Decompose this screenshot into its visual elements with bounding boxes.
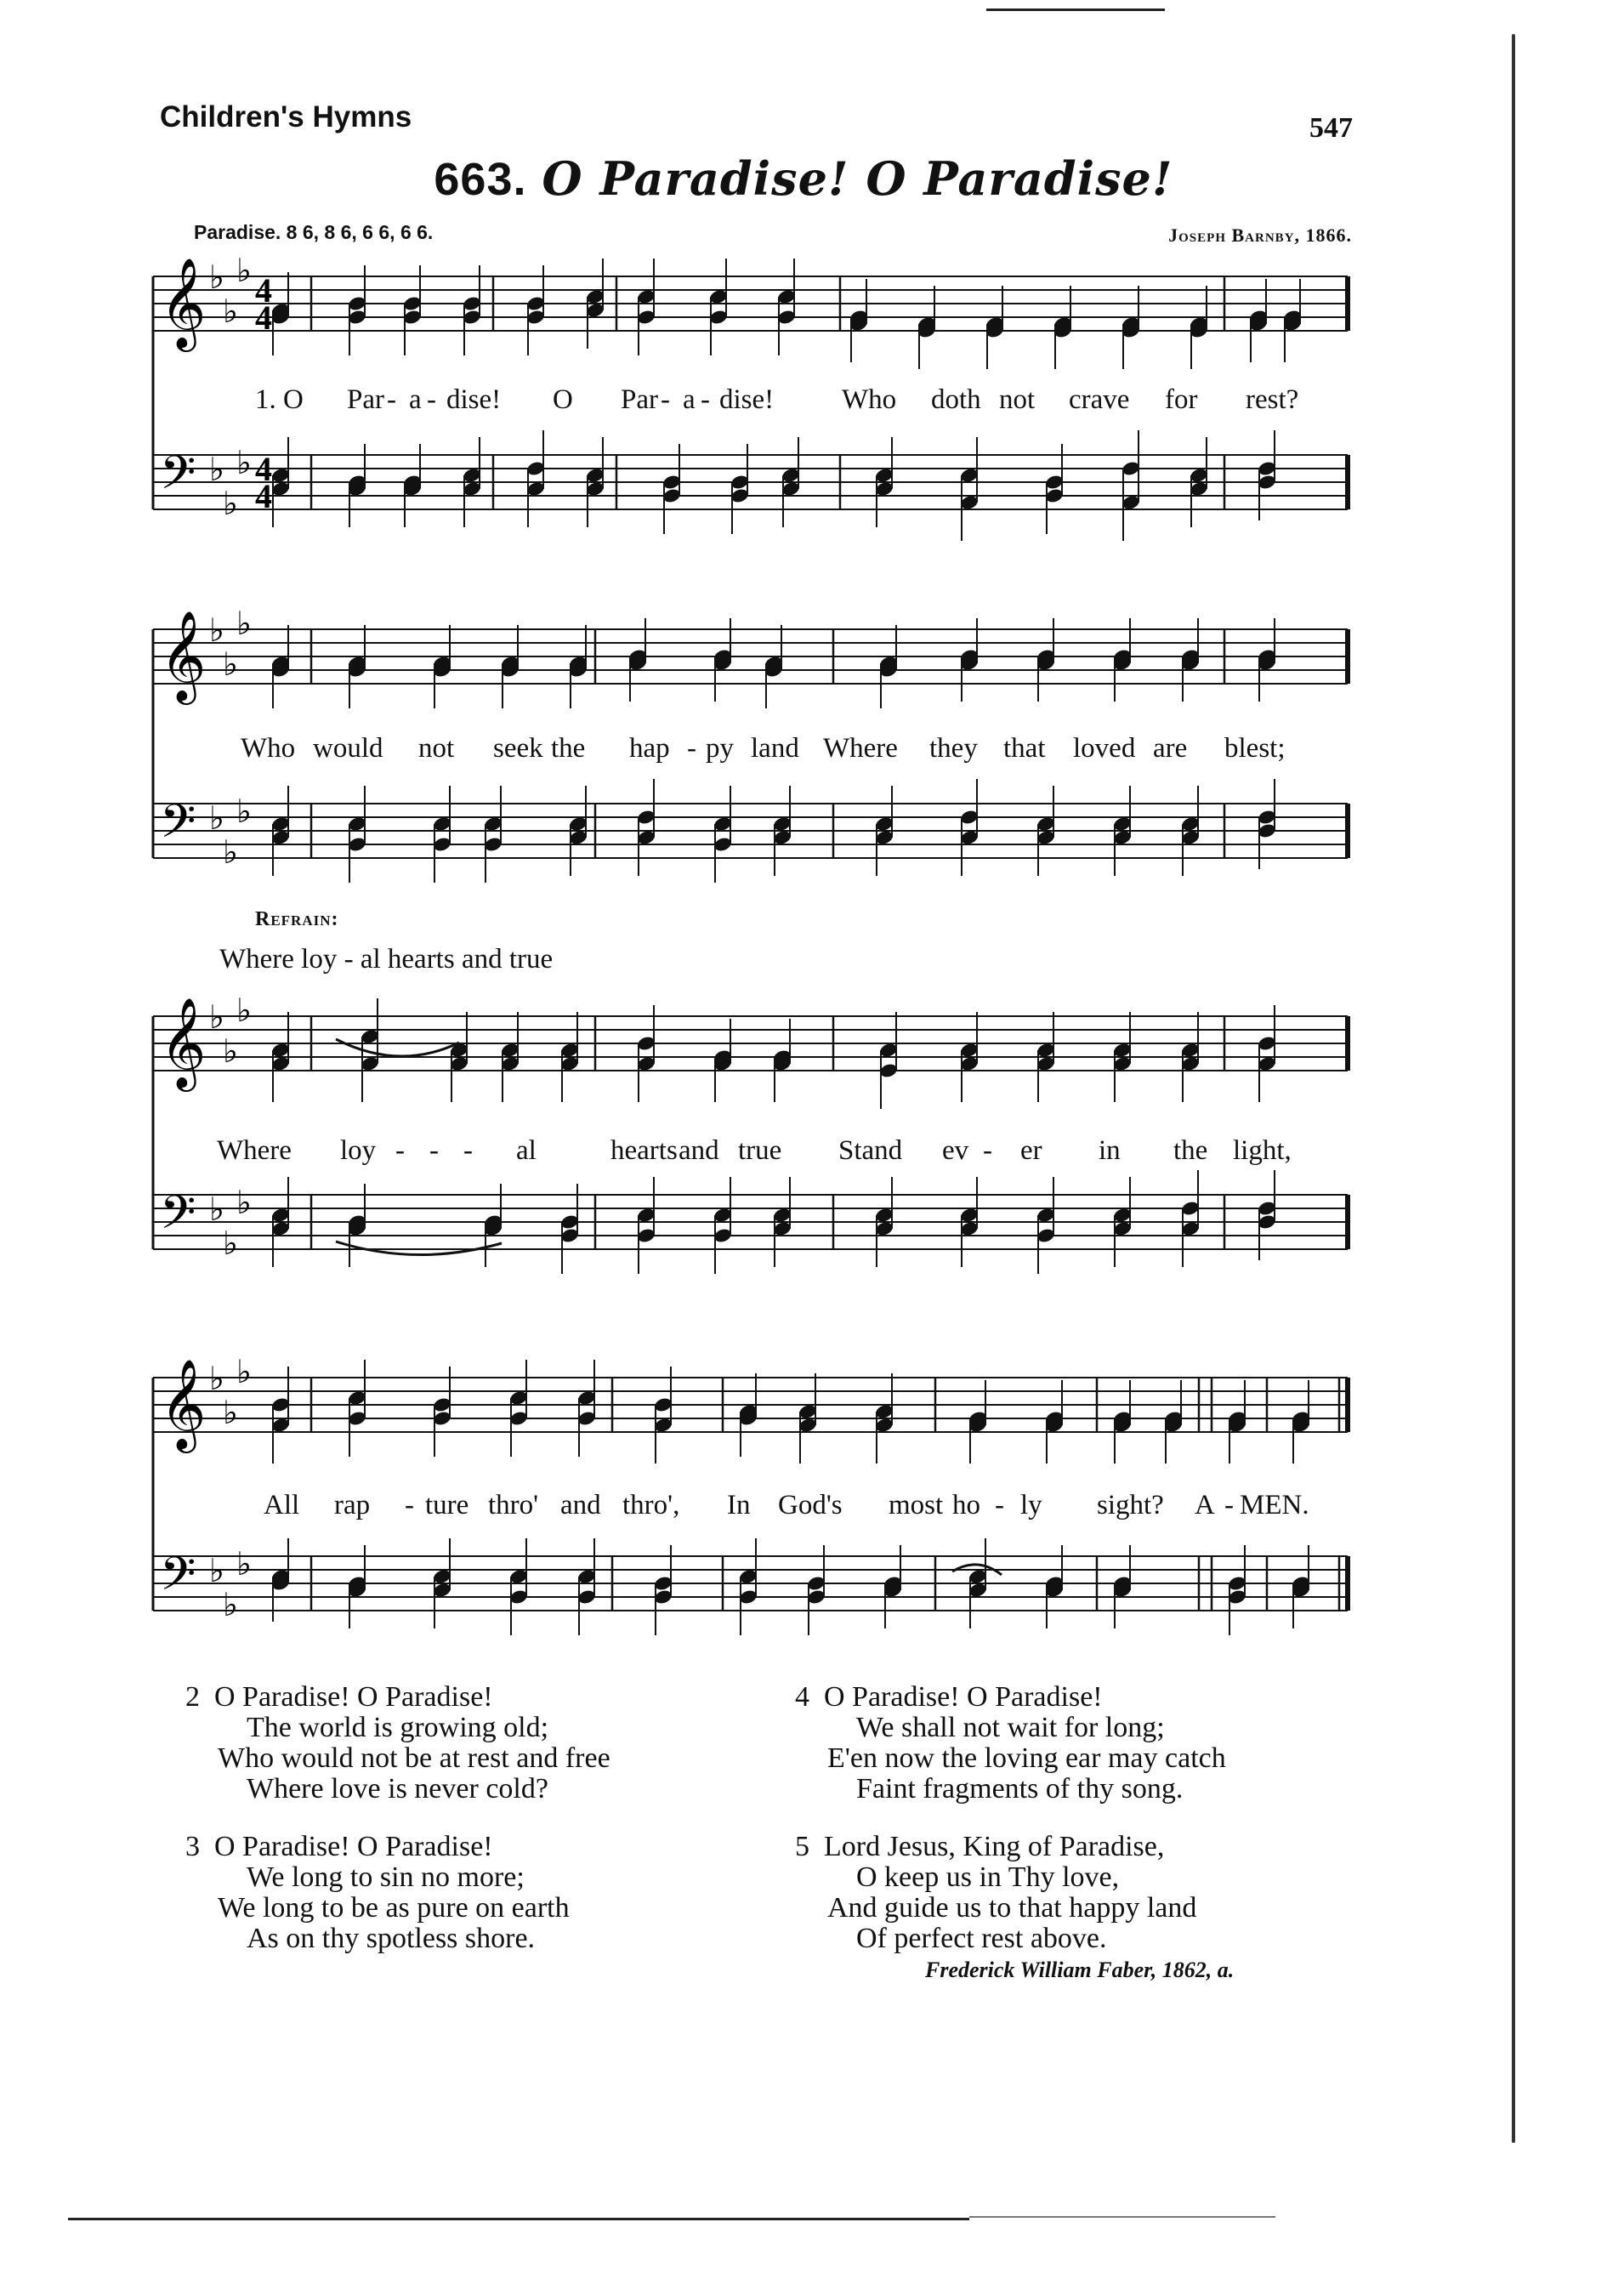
- stanza-line: O keep us in Thy love,: [856, 1861, 1120, 1893]
- lyric-syllable: ev: [942, 1135, 969, 1166]
- lyric-syllable: in: [1099, 1135, 1121, 1166]
- flat-sign: ♭: [236, 793, 252, 830]
- flat-sign: ♭: [209, 998, 224, 1036]
- lyric-syllable: -: [661, 384, 670, 415]
- hymn-number: 663.: [434, 154, 527, 205]
- lyric-syllable: Par: [347, 384, 384, 415]
- lyric-syllable: Where: [823, 733, 898, 764]
- lyric-syllable: -: [405, 1490, 414, 1520]
- lyric-syllable: -: [429, 1135, 439, 1166]
- lyric-syllable: -: [387, 384, 396, 415]
- stanza-line: Who would not be at rest and free: [218, 1742, 610, 1774]
- lyric-syllable: MEN.: [1240, 1490, 1309, 1520]
- bass-clef: 𝄢: [160, 794, 196, 860]
- stanza-number: 3: [185, 1831, 200, 1862]
- lyric-syllable: ho: [952, 1490, 980, 1520]
- tie-arc: [336, 1242, 502, 1255]
- stanza-line: As on thy spotless shore.: [247, 1923, 536, 1954]
- lyric-syllable: rest?: [1246, 384, 1299, 415]
- lyric-syllable: -: [701, 384, 710, 415]
- time-signature: 4: [255, 477, 272, 515]
- flat-sign: ♭: [236, 605, 252, 642]
- flat-sign: ♭: [209, 1191, 224, 1228]
- lyric-syllable: a: [683, 384, 696, 415]
- lyric-syllable: -: [463, 1135, 473, 1166]
- lyric-syllable: the: [551, 733, 586, 764]
- stanza-line: And guide us to that happy land: [827, 1892, 1197, 1924]
- treble-clef: 𝄞: [160, 610, 207, 701]
- page-number: 547: [1309, 112, 1353, 144]
- scan-edge-top: [986, 9, 1165, 11]
- lyric-syllable: that: [1003, 733, 1046, 764]
- lyric-syllable: would: [313, 733, 383, 764]
- stanza-line: The world is growing old;: [247, 1712, 549, 1743]
- stanza-number: 4: [795, 1681, 809, 1713]
- lyric-syllable: blest;: [1224, 733, 1286, 764]
- flat-sign: ♭: [209, 259, 224, 296]
- lyric-syllable: ly: [1020, 1490, 1042, 1520]
- flat-sign: ♭: [236, 252, 252, 289]
- stanza-line: We long to be as pure on earth: [218, 1892, 570, 1924]
- stanza-line: O Paradise! O Paradise!: [214, 1681, 493, 1713]
- lyric-syllable: In: [727, 1490, 751, 1520]
- lyric-syllable: -: [427, 384, 436, 415]
- bass-clef: 𝄢: [160, 446, 196, 511]
- lyric-syllable: 1. O: [255, 384, 304, 415]
- stanza-line: O Paradise! O Paradise!: [824, 1681, 1103, 1713]
- flat-sign: ♭: [223, 1586, 238, 1623]
- lyric-syllable: not: [418, 733, 455, 764]
- lyric-syllable: land: [751, 733, 799, 764]
- lyric-syllable: seek: [493, 733, 543, 764]
- lyric-syllable: true: [738, 1135, 782, 1166]
- time-signature: 4: [255, 450, 272, 488]
- bass-clef: 𝄢: [160, 1185, 196, 1251]
- stanza-line: O Paradise! O Paradise!: [214, 1831, 493, 1862]
- flat-sign: ♭: [223, 485, 238, 522]
- treble-clef: 𝄞: [160, 257, 207, 348]
- stanza-line: We long to sin no more;: [247, 1861, 525, 1893]
- lyric-syllable: not: [999, 384, 1036, 415]
- lyric-syllable: py: [706, 733, 734, 764]
- flat-sign: ♭: [209, 1360, 224, 1397]
- stanza-line: Of perfect rest above.: [856, 1923, 1107, 1954]
- lyric-syllable: doth: [931, 384, 981, 415]
- lyric-syllable: dise!: [446, 384, 502, 415]
- flat-sign: ♭: [209, 1552, 224, 1589]
- section-title: Children's Hymns: [160, 100, 412, 134]
- stanza-3: [185, 1832, 570, 1954]
- lyric-syllable: loy: [340, 1135, 377, 1166]
- author-attribution: Frederick William Faber, 1862, a.: [925, 1958, 1235, 1982]
- flat-sign: ♭: [223, 1225, 238, 1262]
- lyric-syllable: they: [929, 733, 978, 764]
- lyric-syllable: most: [889, 1490, 944, 1520]
- lyric-syllable: -: [687, 733, 696, 764]
- lyric-syllable: Who: [842, 384, 897, 415]
- lyric-syllable: Where: [217, 1135, 292, 1166]
- stanza-number: 2: [185, 1681, 200, 1713]
- lyric-syllable: er: [1020, 1135, 1042, 1166]
- lyric-syllable: A: [1195, 1490, 1215, 1520]
- lyric-syllable: Who: [241, 733, 296, 764]
- lyric-syllable: are: [1153, 733, 1188, 764]
- stanza-line: We shall not wait for long;: [856, 1712, 1165, 1743]
- lyric-syllable: -: [995, 1490, 1004, 1520]
- stanza-4: [795, 1682, 1226, 1804]
- flat-sign: ♭: [223, 1032, 238, 1070]
- lyric-syllable: the: [1173, 1135, 1208, 1166]
- stanza-line: Lord Jesus, King of Paradise,: [824, 1831, 1165, 1862]
- flat-sign: ♭: [209, 451, 224, 488]
- lyric-syllable: dise!: [719, 384, 775, 415]
- flat-sign: ♭: [223, 293, 238, 330]
- lyric-syllable: and: [679, 1135, 719, 1166]
- stanza-line: Faint fragments of thy song.: [856, 1773, 1184, 1804]
- stanza-line: Where love is never cold?: [247, 1773, 548, 1804]
- lyric-syllable: for: [1165, 384, 1198, 415]
- flat-sign: ♭: [209, 611, 224, 649]
- lyric-syllable: hearts: [610, 1135, 678, 1166]
- flat-sign: ♭: [223, 833, 238, 871]
- stanza-number: 5: [795, 1831, 809, 1862]
- flat-sign: ♭: [223, 645, 238, 683]
- lyric-syllable: All: [264, 1490, 300, 1520]
- lyric-syllable: -: [1224, 1490, 1234, 1520]
- lyric-syllable: ture: [425, 1490, 469, 1520]
- time-signature: 4: [255, 271, 272, 310]
- scan-edge-bottom-fade: [969, 2216, 1275, 2218]
- tie-arc: [336, 1039, 459, 1056]
- flat-sign: ♭: [236, 1184, 252, 1221]
- lyric-syllable: and: [560, 1490, 601, 1520]
- lyric-syllable: a: [409, 384, 422, 415]
- lyric-syllable: light,: [1233, 1135, 1292, 1166]
- flat-sign: ♭: [236, 992, 252, 1029]
- lyric-syllable: hap: [629, 733, 670, 764]
- time-signature: 4: [255, 298, 272, 337]
- flat-sign: ♭: [236, 1545, 252, 1583]
- treble-clef: 𝄞: [160, 997, 207, 1088]
- flat-sign: ♭: [236, 1353, 252, 1390]
- composer-credit: Joseph Barnby, 1866.: [1168, 224, 1352, 246]
- stanza-line: E'en now the loving ear may catch: [827, 1742, 1226, 1774]
- lyric-syllable: rap: [334, 1490, 371, 1520]
- bass-clef: 𝄢: [160, 1547, 196, 1612]
- lyric-syllable: crave: [1069, 384, 1130, 415]
- stanza-5: [795, 1832, 1196, 1954]
- tune-meter: Paradise. 8 6, 8 6, 6 6, 6 6.: [194, 221, 434, 243]
- flat-sign: ♭: [236, 444, 252, 481]
- scan-edge-bottom: [68, 2218, 969, 2220]
- flat-sign: ♭: [223, 1394, 238, 1431]
- stanza-2: [185, 1682, 610, 1804]
- refrain-cue: Where loy - al hearts and true: [219, 944, 554, 975]
- lyric-syllable: God's: [778, 1490, 843, 1520]
- lyric-syllable: thro',: [622, 1490, 680, 1520]
- lyric-syllable: -: [395, 1135, 405, 1166]
- scan-edge-right: [1512, 34, 1515, 2143]
- lyric-syllable: Stand: [838, 1135, 903, 1166]
- lyric-syllable: Par: [621, 384, 658, 415]
- lyric-syllable: thro': [488, 1490, 539, 1520]
- flat-sign: ♭: [209, 799, 224, 837]
- lyric-syllable: al: [516, 1135, 537, 1166]
- lyric-syllable: loved: [1073, 733, 1136, 764]
- refrain-label: Refrain:: [255, 908, 339, 930]
- lyric-syllable: sight?: [1097, 1490, 1164, 1520]
- hymn-title: O Paradise! O Paradise!: [542, 151, 1173, 206]
- treble-clef: 𝄞: [160, 1358, 207, 1449]
- lyric-syllable: O: [553, 384, 573, 415]
- lyric-syllable: -: [983, 1135, 992, 1166]
